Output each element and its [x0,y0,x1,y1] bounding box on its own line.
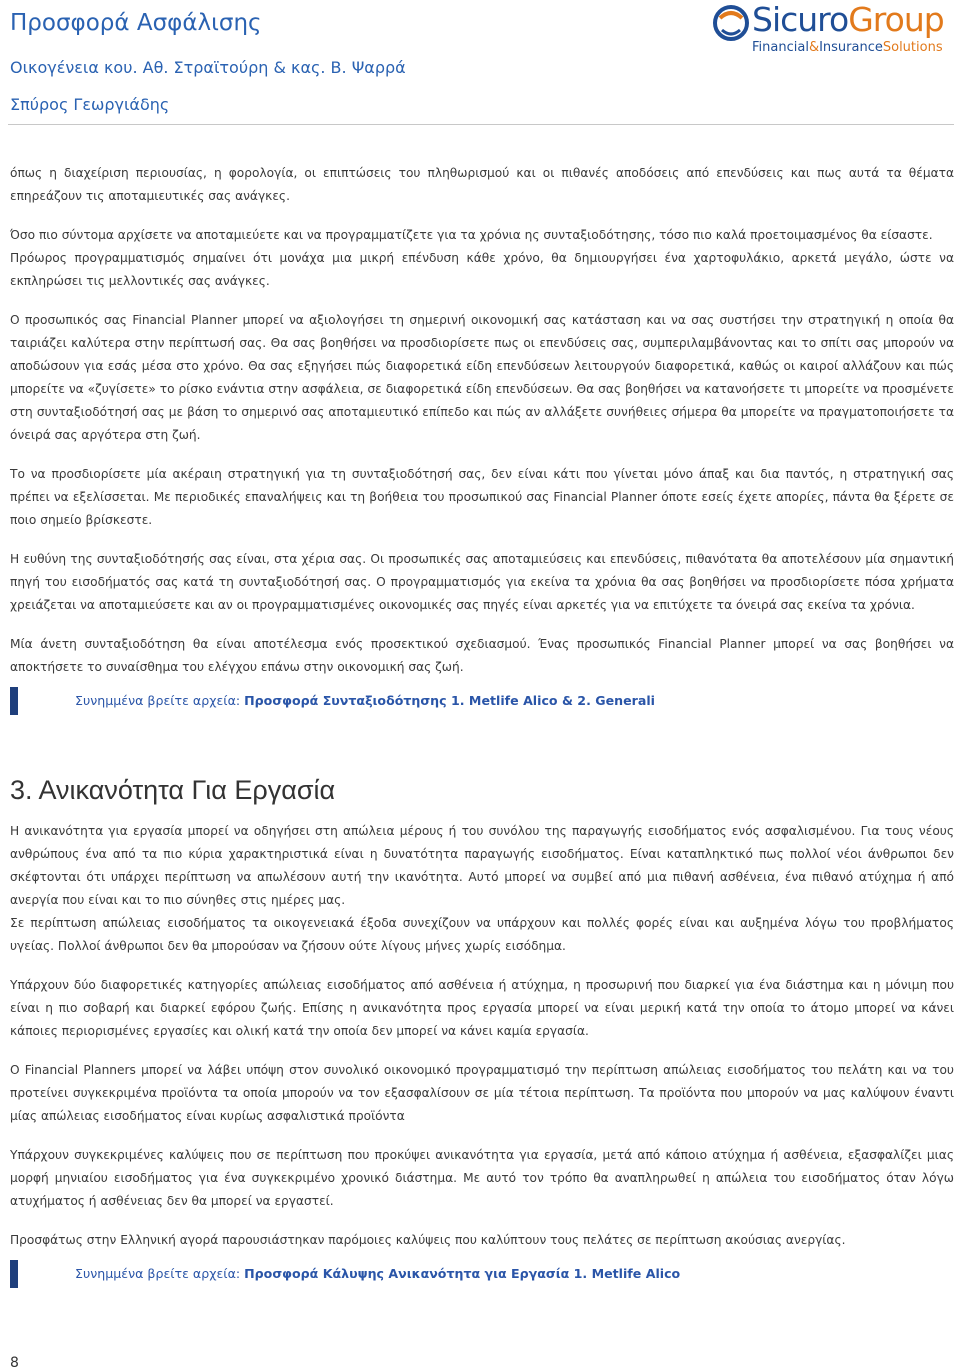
attachment-marker [10,1260,18,1288]
paragraph-strategy: Το να προσδιορίσετε μία ακέραιη στρατηγική για τη συνταξιοδότησή σας, δεν είναι κάτι που γίνεται μόνο άπαξ και δια παντός, η στρατηγική σας πρέπει να εξελίσσεται. Με περιοδικές επαναλήψεις και τη βοήθεια του προσωπικού σας Financial Planner όποτε εσείς έχετε απορίες, πάντα θα ξέρετε σε ποιο σημείο βρίσκεστε. [10,467,954,527]
attachment-note-retirement [10,687,954,717]
logo-globe-icon [712,4,750,42]
paragraph-investments: όπως η διαχείριση περιουσίας, η φορολογία, οι επιπτώσεις του πληθωρισμού και οι πιθανές αποδόσεις από επενδύσεις και πως αυτά τα θέματα επηρεάζουν τις αποταμιευτικές σας ανάγκες. [10,166,954,203]
attachment-note-disability [10,1260,954,1290]
document-title: Προσφορά Ασφάλισης [10,10,262,36]
company-logo [712,2,956,62]
paragraph-responsibility: Η ευθύνη της συνταξιοδότησής σας είναι, στα χέρια σας. Οι προσωπικές σας αποταμιεύσεις και επενδύσεις, πιθανότατα θα αποτελέσουν μία σημαντική πηγή του εισοδήματός σας κατά τη συνταξιοδότησή σας. Ο προγραμματισμός για εκείνα τα χρόνια θα σας βοηθήσει να προσδιορίσετε πόσα χρήματα χρειάζεται να αποταμιεύσετε και αν οι προγραμματισμένες οικονομικές σας πηγές είναι αρκετές για να επιτύχετε τα όνειρά σας εκείνα τα χρόνια. [10,552,954,612]
logo-tag-insurance: Insurance [819,40,883,55]
paragraph-categories: Υπάρχουν δύο διαφορετικές κατηγορίες απώλειας εισοδήματος από ασθένεια ή ατύχημα, η προσωρινή που διαρκεί για ένα διάστημα και η μόνιμη που είναι η πιο σοβαρή και διαρκεί εφόρου ζωής. Επίσης η ανικανότητα προς εργασία μπορεί να είναι μερική κατά την οποία το άτομο μπορεί να κάνει κάποιες περιορισμένες εργασίες και ολική κατά την οποία δεν μπορεί να κάνει καμία εργασία. [10,978,954,1038]
client-name: Οικογένεια κου. Αθ. Στραϊτούρη & κας. Β. Ψαρρά [10,58,406,77]
paragraph-financial-planner: Ο προσωπικός σας Financial Planner μπορεί να αξιολογήσει τη σημερινή οικονομική σας κατάσταση και να σας συστήσει την στρατηγική η οποία θα ταιριάζει καλύτερα στην περίπτωσή σας. Θα σας βοηθήσει να προσδιορίσετε πως οι επενδύσεις σας, συμπεριλαμβάνοντας και το σπίτι σας μπορούν να αποδώσουν για εσάς μέσα στο χρόνο. Θα σας εξηγήσει πώς διαφορετικά είδη επενδύσεων λειτουργούν διαφορετικά, καθώς οι καιροί αλλάζουν και πώς μπορείτε να «ζυγίσετε» το ρίσκο ενάντια στην ασφάλεια, σε διαφορετικά είδη επενδύσεων. Θα σας βοηθήσει να κατανοήσετε τι μπορείτε να προσμένετε στη συνταξιοδότησή σας με βάση το σημερινό σας αποταμιευτικό επίπεδο και πώς αν αλλάξετε συνήθειες σήμερα θα μπορείτε να πραγματοποιήσετε τα όνειρά σας αργότερα στη ζωή. [10,313,954,442]
paragraph-early-planning: Πρόωρος προγραμματισμός σημαίνει ότι μονάχα μια μικρή επένδυση κάθε χρόνο, θα δημιουργήσει ένα χαρτοφυλάκιο, αρκετά μεγάλο, ώστε να εκπληρώσει τις μελλοντικές σας ανάγκες. [10,251,954,288]
attachment-link-retirement[interactable]: Προσφορά Συνταξιοδότησης 1. Metlife Alico & 2. Generali [244,693,655,708]
paragraph-planner-products: Ο Financial Planners μπορεί να λάβει υπόψη στον συνολικό οικονομικό προγραμματισμό την περίπτωση απώλειας εισοδήματος του πελάτη και να του προτείνει συγκεκριμένα προϊόντα τα οποία μπορούν να τον εξασφαλίσουν σε μία τέτοια περίπτωση. Τα προϊόντα που μπορούν να μας καλύψουν έναντι μίας απώλειας εισοδήματος είναι κυρίως ασφαλιστικά προϊόντα [10,1063,954,1123]
attachment-label: Συνημμένα βρείτε αρχεία: [75,1266,245,1281]
paragraph-unemployment: Προσφάτως στην Ελληνική αγορά παρουσιάστηκαν παρόμοιες καλύψεις που καλύπτουν τους πελάτες σε περίπτωση ακούσιας ανεργίας. [10,1233,846,1247]
logo-tag-financial: Financial [752,40,809,55]
logo-wordmark [752,0,944,39]
logo-tag-solutions: Solutions [882,40,943,55]
page-number: 8 [10,1355,19,1371]
paragraph-start-early: Όσο πιο σύντομα αρχίσετε να αποταμιεύετε και να προγραμματίζετε για τα χρόνια ης συνταξιοδότησης, τόσο πιο καλά προετοιμασμένος θα είσαστε. [10,228,933,242]
attachment-link-disability[interactable]: Προσφορά Κάλυψης Ανικανότητα για Εργασία 1. Metlife Alico [244,1266,681,1281]
attachment-label: Συνημμένα βρείτε αρχεία: [75,693,245,708]
attachment-marker [10,687,18,715]
paragraph-disability-intro: Η ανικανότητα για εργασία μπορεί να οδηγήσει στη απώλεια μέρους ή του συνόλου της παραγωγής εισοδήματος ενός ασφαλισμένου. Για τους νέους ανθρώπους ένα από τα πιο κύρια χαρακτηριστικά είναι η δυνατότητα παραγωγής εισοδήματος. Είναι καταπληκτικό πως πολλοί νέοι άνθρωποι δεν σκέφτονται ότι υπάρχει περίπτωση να απωλέσουν αυτή την ικανότητα. Αυτό μπορεί να συμβεί από μια πιθανή ασθένεια, ένα πιθανό ατύχημα ή από ανεργία που είναι και το πιο σύνηθες στις ημέρες μας. [10,824,954,907]
logo-tagline [752,40,943,55]
section-heading: 3. Ανικανότητα Για Εργασία [10,775,336,805]
paragraph-comfortable-retirement: Μία άνετη συνταξιοδότηση θα είναι αποτέλεσμα ενός προσεκτικού σχεδιασμού. Ένας προσωπικός Financial Planner μπορεί να σας βοηθήσει να αποκτήσετε το συναίσθημα του ελέγχου επάνω στην οικονομική σας ζωή. [10,637,954,674]
logo-word-sicuro: Sicuro [752,0,849,39]
page-header [0,0,960,126]
advisor-name: Σπύρος Γεωργιάδης [10,95,170,114]
header-divider [8,124,954,125]
paragraph-income-loss: Σε περίπτωση απώλειας εισοδήματος τα οικογενειακά έξοδα συνεχίζουν να υπάρχουν και πολλές φορές είναι και αυξημένα λόγω του προβλήματος υγείας. Πολλοί άνθρωποι δεν θα μπορούσαν να ζήσουν ούτε λίγους μήνες χωρίς εισόδημα. [10,916,954,953]
logo-tag-amp: & [808,40,820,55]
page-body [10,162,954,1290]
logo-word-group: Group [848,0,944,39]
paragraph-coverage: Υπάρχουν συγκεκριμένες καλύψεις που σε περίπτωση που προκύψει ανικανότητα για εργασία, μετά από κάποιο ατύχημα ή ασθένεια, εξασφαλίζει μιας μορφή μηνιαίου εισοδήματος για ένα συγκεκριμένο χρονικό διάστημα. Με αυτό τον τρόπο θα αναπληρωθεί η απώλεια του εισοδήματος όταν λόγω ατυχήματος ή ασθένειας δεν θα μπορεί να εργαστεί. [10,1148,954,1208]
